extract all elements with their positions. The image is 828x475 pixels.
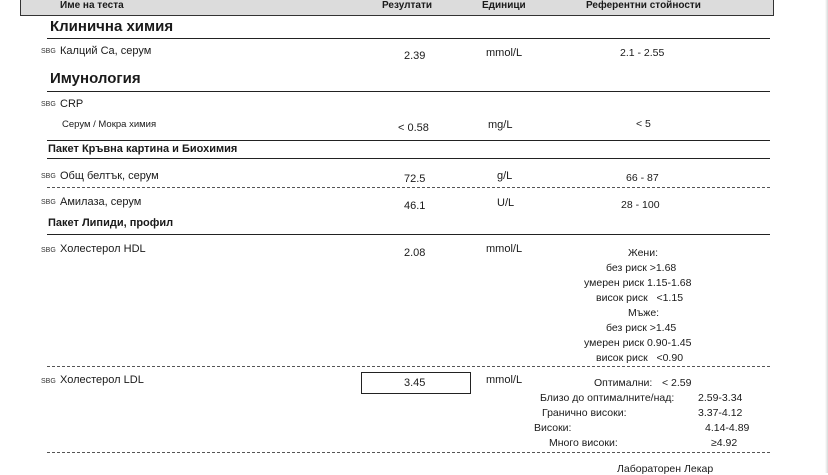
sbg-tag: SBG [41,378,56,385]
hdl-ref-line: висок риск <0.90 [596,352,684,364]
ldl-ref-value: ≥4.92 [711,437,738,449]
test-unit: mmol/L [486,374,523,386]
test-result: 2.39 [404,50,426,62]
header-results: Резултати [382,0,432,11]
sbg-tag: SBG [41,173,56,180]
test-name: Общ белтък, серум [60,170,159,182]
section-rule [47,38,770,39]
header-units: Единици [482,0,526,11]
section-immunology: Имунология [50,70,141,87]
ldl-ref-label: Оптимални: [594,377,653,389]
test-unit: mmol/L [486,47,523,59]
sbg-tag: SBG [41,48,56,55]
test-unit: U/L [497,197,515,209]
sbg-tag: SBG [41,101,56,108]
test-result: 72.5 [404,173,426,185]
hdl-ref-line: без риск >1.45 [606,322,677,334]
section-rule [47,91,770,92]
test-name: Калций Ca, серум [60,45,152,57]
test-reference: 28 - 100 [621,199,660,211]
ldl-ref-value: 3.37-4.12 [698,407,743,419]
sbg-tag: SBG [41,199,56,206]
ldl-ref-value: < 2.59 [662,377,692,389]
test-unit: g/L [497,170,513,182]
test-name: Амилаза, серум [60,196,142,208]
section-clinical-chemistry: Клинична химия [50,18,174,35]
row-separator [47,187,770,188]
test-reference: < 5 [636,118,651,130]
hdl-ref-line: Жени: [628,247,658,259]
hdl-ref-line: Мъже: [628,307,660,319]
ldl-ref-label: Много високи: [549,437,618,449]
section-blood-panel: Пакет Кръвна картина и Биохимия [48,143,238,155]
test-name: Холестерол HDL [60,243,146,255]
test-result: < 0.58 [398,122,429,134]
ldl-ref-label: Близо до оптималните/над: [540,392,675,404]
test-specimen: Серум / Мокра химия [62,119,157,130]
test-unit: mmol/L [486,243,523,255]
row-separator [47,366,770,367]
test-reference: 2.1 - 2.55 [620,47,665,59]
signature-label: Лабораторен Лекар [617,463,714,475]
test-name: CRP [60,98,84,110]
hdl-ref-line: без риск >1.68 [606,262,677,274]
sbg-tag: SBG [41,247,56,254]
header-reference: Референтни стойности [586,0,701,11]
section-rule [47,140,770,141]
row-separator [47,452,770,453]
ldl-ref-value: 4.14-4.89 [705,422,750,434]
section-rule [47,234,770,235]
ldl-ref-value: 2.59-3.34 [698,392,743,404]
ldl-ref-label: Високи: [534,422,572,434]
hdl-ref-line: висок риск <1.15 [596,292,684,304]
hdl-ref-line: умерен риск 1.15-1.68 [584,277,692,289]
section-lipid-panel: Пакет Липиди, профил [48,217,174,229]
test-name: Холестерол LDL [60,374,144,386]
section-rule [47,158,770,159]
test-reference: 66 - 87 [626,172,659,184]
test-unit: mg/L [488,119,513,131]
test-result: 46.1 [404,200,426,212]
test-result: 3.45 [404,377,426,389]
hdl-ref-line: умерен риск 0.90-1.45 [584,337,692,349]
ldl-ref-label: Гранично високи: [542,407,627,419]
header-test-name: Име на теста [60,0,124,11]
test-result: 2.08 [404,247,426,259]
